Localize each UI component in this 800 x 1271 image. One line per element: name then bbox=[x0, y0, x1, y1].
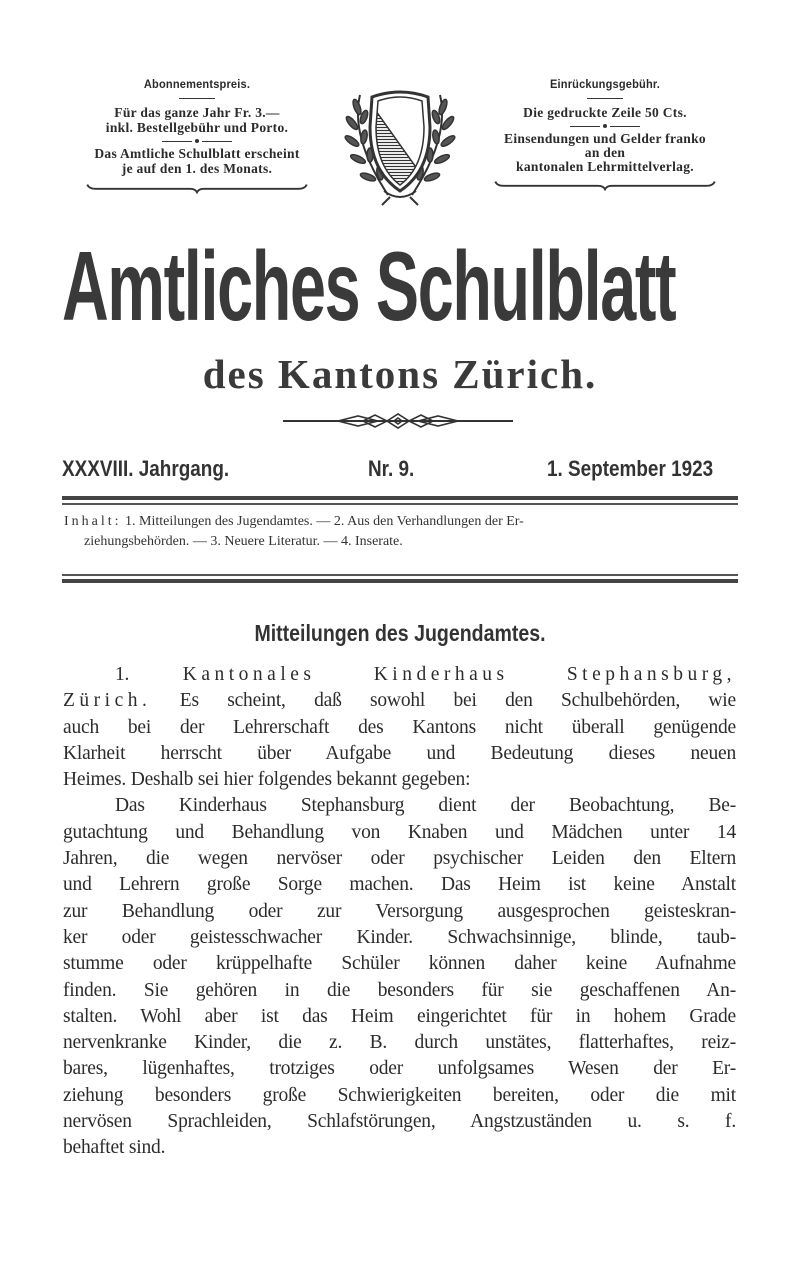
paragraph-1-line: auch bei der Lehrerschaft des Kantons nicht überall genügende bbox=[63, 716, 736, 738]
paragraph-2-line: gutachtung und Behandlung von Knaben und Mädchen unter 14 bbox=[63, 821, 736, 843]
publication-date-line: je auf den 1. des Monats. bbox=[121, 161, 273, 176]
contents-line-1: 1. Mitteilungen des Jugendamtes. — 2. Aus den Verhandlungen der Er- bbox=[125, 514, 524, 529]
brace-flourish bbox=[475, 179, 735, 191]
submission-line: Einsendungen und Gelder franko bbox=[504, 131, 706, 146]
paragraph-2-line: zur Behandlung oder zur Versorgung ausgesprochen geisteskran- bbox=[63, 900, 736, 922]
paragraph-1-line: Klarheit herrscht über Aufgabe und Bedeutung dieses neuen bbox=[63, 742, 736, 764]
dot-divider bbox=[470, 124, 740, 128]
masthead-title: Amtliches Schulblatt bbox=[62, 231, 676, 341]
paragraph-2-line: Jahren, die wegen nervöser oder psychischer Leiden den Eltern bbox=[63, 848, 736, 870]
contents-line-2: ziehungsbehörden. — 3. Neuere Literatur. — 4. Inserate. bbox=[84, 534, 403, 549]
double-rule-top bbox=[62, 496, 738, 505]
issue-number: Nr. 9. bbox=[368, 456, 415, 481]
advertising-heading: Einrückungsgebühr. bbox=[549, 77, 661, 91]
paragraph-2-line: bares, lügenhaftes, trotziges oder unfolgsames Wesen der Er- bbox=[63, 1058, 736, 1080]
contents-label: Inhalt: bbox=[64, 514, 122, 529]
ornament-divider-icon bbox=[283, 412, 513, 430]
article-title: Kantonales Kinderhaus Stephansburg, bbox=[182, 664, 736, 685]
dot-divider bbox=[62, 139, 332, 143]
coat-of-arms-emblem bbox=[340, 87, 460, 207]
subscription-info bbox=[62, 77, 332, 194]
article-body bbox=[63, 662, 736, 1162]
paragraph-2-line: finden. Sie gehören in die besonders für sie geschaffenen An- bbox=[63, 979, 736, 1001]
paragraph-2-line: ziehung besonders große Schwierigkeiten bereiten, oder die mit bbox=[63, 1084, 736, 1106]
double-rule-bottom bbox=[62, 574, 738, 583]
line-price: Die gedruckte Zeile 50 Cts. bbox=[523, 105, 687, 120]
paragraph-2-line: Das Kinderhaus Stephansburg dient der Beobachtung, Be- bbox=[115, 795, 736, 817]
section-heading: Mitteilungen des Jugendamtes. bbox=[254, 620, 546, 646]
paragraph-2-line: stumme oder krüppelhafte Schüler können daher keine Aufnahme bbox=[63, 953, 736, 975]
publisher-line: kantonalen Lehrmittelverlag. bbox=[516, 159, 694, 174]
paragraph-2-line: stalten. Wohl aber ist das Heim eingerichtet für in hohem Grade bbox=[63, 1005, 736, 1027]
paragraph-1-line: Zürich. Es scheint, daß sowohl bei den Schulbehörden, wie bbox=[63, 690, 736, 712]
divider bbox=[587, 98, 623, 99]
submission-line: an den bbox=[584, 145, 626, 160]
paragraph-1-title-line: 1. Kantonales Kinderhaus Stephansburg, bbox=[115, 664, 736, 685]
price-note: inkl. Bestellgebühr und Porto. bbox=[105, 120, 289, 135]
brace-flourish bbox=[67, 182, 327, 194]
paragraph-2-line: nervösen Sprachleiden, Schlafstörungen, Angstzuständen u. s. f. bbox=[63, 1111, 736, 1133]
paragraph-2-line: behaftet sind. bbox=[63, 1137, 166, 1159]
paragraph-2-line: und Lehrern große Sorge machen. Das Heim ist keine Anstalt bbox=[63, 874, 736, 896]
paragraph-2-line: ker oder geistesschwacher Kinder. Schwachsinnige, blinde, taub- bbox=[63, 926, 736, 948]
paragraph-1-line: Heimes. Deshalb sei hier folgendes bekannt gegeben: bbox=[63, 769, 471, 791]
volume-label: XXXVIII. Jahrgang. bbox=[62, 456, 230, 481]
divider bbox=[179, 98, 215, 99]
price-line: Für das ganze Jahr Fr. 3.— bbox=[114, 105, 280, 120]
coat-of-arms-icon bbox=[340, 87, 460, 207]
masthead-subtitle: des Kantons Zürich. bbox=[202, 351, 598, 397]
advertising-info bbox=[470, 77, 740, 191]
subscription-heading: Abonnementspreis. bbox=[143, 77, 251, 91]
publication-line: Das Amtliche Schulblatt erscheint bbox=[94, 146, 300, 161]
table-of-contents bbox=[64, 512, 740, 552]
paragraph-2-line: nervenkranke Kinder, die z. B. durch unstätes, flatterhaftes, reiz- bbox=[63, 1032, 736, 1054]
issue-date: 1. September 1923 bbox=[547, 456, 714, 481]
